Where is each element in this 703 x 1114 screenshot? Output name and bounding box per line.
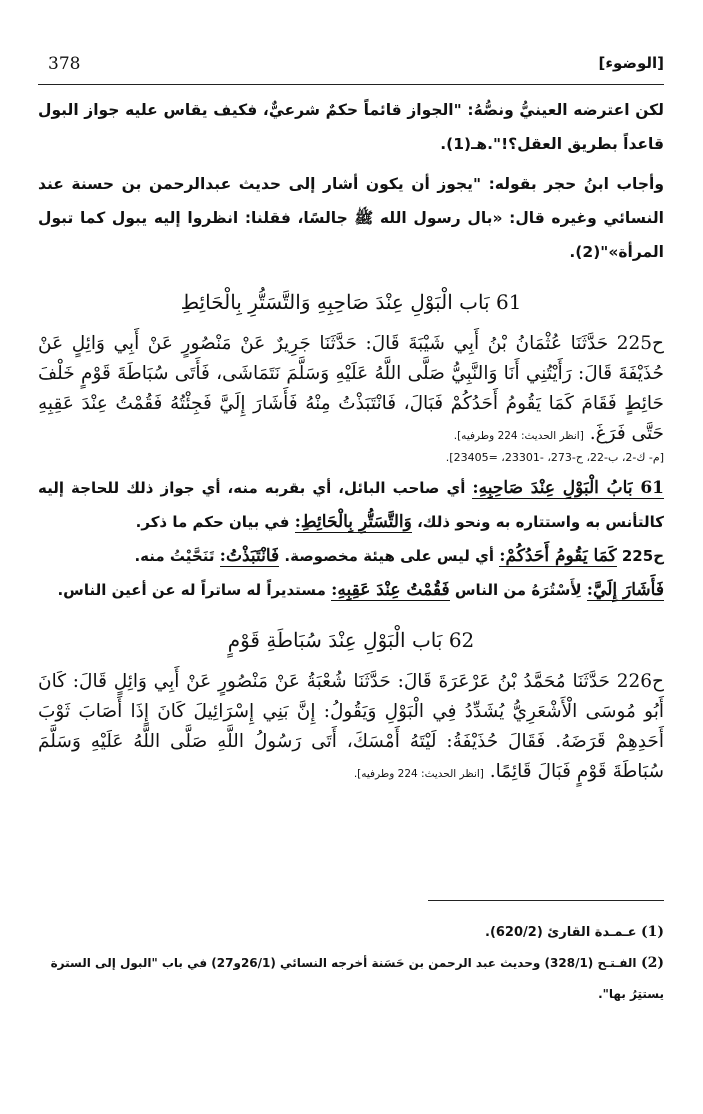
commentary-hadith-number: ح225 (616, 547, 664, 565)
chapter-62-title: 62 بَاب الْبَوْلِ عِنْدَ سُبَاطَةِ قَوْمٍ (227, 628, 475, 652)
body-paragraph-1: لكن اعترضه العينيُّ ونصُّهُ: "الجواز قائماً حكمٌ شرعيٌّ، فكيف يقاس عليه جواز البول قاعداً بطريق العقل؟!".هـ(1). (38, 101, 664, 153)
commentary-text: في بيان حكم ما ذكر. (135, 513, 295, 531)
commentary-text: لِأَسْتُرَهُ من الناس (449, 581, 587, 599)
commentary-keyword: كَمَا يَقُومُ أَحَدُكُمْ: (499, 546, 617, 566)
book-page (38, 40, 664, 1100)
hadith-225-cross-reference: [م- ك-2، ب-22، ح-273، -23301، =23405]. (445, 451, 664, 464)
hadith-225-text: ح225 حَدَّثَنَا عُثْمَانُ بْنُ أَبِي شَيْبَةَ قَالَ: حَدَّثَنَا جَرِيرٌ عَنْ مَنْصُورٍ عَنْ أَبِي وَائِلٍ عَنْ حُذَيْفَةَ قَالَ: رَأَيْتُنِي أَنَا وَالنَّبِيُّ صَلَّى اللَّهُ عَلَيْهِ وَسَلَّمَ نَتَمَاشَى، فَأَتَى سُبَاطَةَ قَوْمٍ خَلْفَ حَائِطٍ فَقَامَ كَمَا يَقُومُ أَحَدُكُمْ فَبَالَ، فَانْتَبَذْتُ مِنْهُ فَأَشَارَ إِلَيَّ فَجِئْتُهُ فَقُمْتُ عِنْدَ عَقِبِهِ حَتَّى فَرَغَ. (38, 333, 664, 444)
footnote-divider (428, 900, 664, 901)
hadith-225-reference: [انظر الحديث: 224 وطرفيه]. (453, 430, 584, 442)
hadith-226 (38, 667, 664, 787)
footnote-1-number: (1) (641, 924, 664, 940)
commentary-hadith-225 (38, 539, 664, 573)
commentary-keyword: فَانْتَبَذْتُ: (219, 546, 280, 566)
hadith-225 (38, 329, 664, 449)
page-number: 378 (48, 54, 81, 74)
commentary-keyword: 61 بَابُ الْبَوْلِ عِنْدَ صَاحِبِهِ: (472, 478, 664, 498)
chapter-61-title: 61 بَاب الْبَوْلِ عِنْدَ صَاحِبِهِ وَالتَّسَتُّرِ بِالْحَائِطِ (180, 290, 522, 314)
body-paragraph-2: وأجاب ابنُ حجر بقوله: "يجوز أن يكون أشار إلى حديث عبدالرحمن بن حسنة عند النسائي وغيره قال: «بال رسول الله ﷺ جالسًا، فقلنا: انظروا إليه يبول كما تبول المرأة»"(2). (38, 175, 664, 261)
commentary-chapter-61 (38, 471, 664, 539)
commentary-hadith-225-continued (38, 573, 664, 607)
commentary-keyword: وَالتَّسَتُّرِ بِالْحَائِطِ: (294, 512, 412, 532)
commentary-text: تَنَحَّيْتُ منه. (134, 547, 220, 565)
page-header (38, 40, 664, 85)
footnote-1-text: عـمـدة القارئ (620/2). (485, 925, 637, 940)
commentary-text: مستديراً له ساتراً له عن أعين الناس. (57, 581, 332, 599)
commentary-text: أي صاحب البائل، أي بقربه منه، أي جواز ذلك للحاجة إليه كالتأنس به واستتاره به ونحو ذلك، (38, 479, 664, 531)
footnote-2-number: (2) (641, 955, 664, 971)
running-head: [الوضوء] (598, 54, 664, 72)
footnote-2-text: الفـتـح (328/1) وحديث عبد الرحمن بن حَسَنة أخرجه النسائي (26/1و27) في باب "البول إلى السترة يستتِرُ بها". (50, 956, 664, 1001)
footnote-2 (38, 948, 664, 1010)
commentary-keyword: فَقُمْتُ عِنْدَ عَقِبِهِ: (331, 580, 450, 600)
footnotes (38, 900, 664, 1010)
commentary-keyword: فَأَشَارَ إِلَيَّ: (586, 580, 664, 600)
hadith-226-text: ح226 حَدَّثَنَا مُحَمَّدُ بْنُ عَرْعَرَةَ قَالَ: حَدَّثَنَا شُعْبَةُ عَنْ مَنْصُورٍ عَنْ أَبِي وَائِلٍ قَالَ: كَانَ أَبُو مُوسَى الْأَشْعَرِيُّ يُشَدِّدُ فِي الْبَوْلِ وَيَقُولُ: إِنَّ بَنِي إِسْرَائِيلَ كَانَ إِذَا أَصَابَ ثَوْبَ أَحَدِهِمْ قَرَضَهُ. فَقَالَ حُذَيْفَةُ: لَيْتَهُ أَمْسَكَ، أَتَى رَسُولُ اللَّهِ صَلَّى اللَّهُ عَلَيْهِ وَسَلَّمَ سُبَاطَةَ قَوْمٍ فَبَالَ قَائِمًا. (38, 671, 664, 782)
footnote-1 (38, 917, 664, 948)
commentary-text: أي ليس على هيئة مخصوصة. (279, 547, 500, 565)
hadith-226-reference: [انظر الحديث: 224 وطرفيه]. (353, 768, 484, 780)
